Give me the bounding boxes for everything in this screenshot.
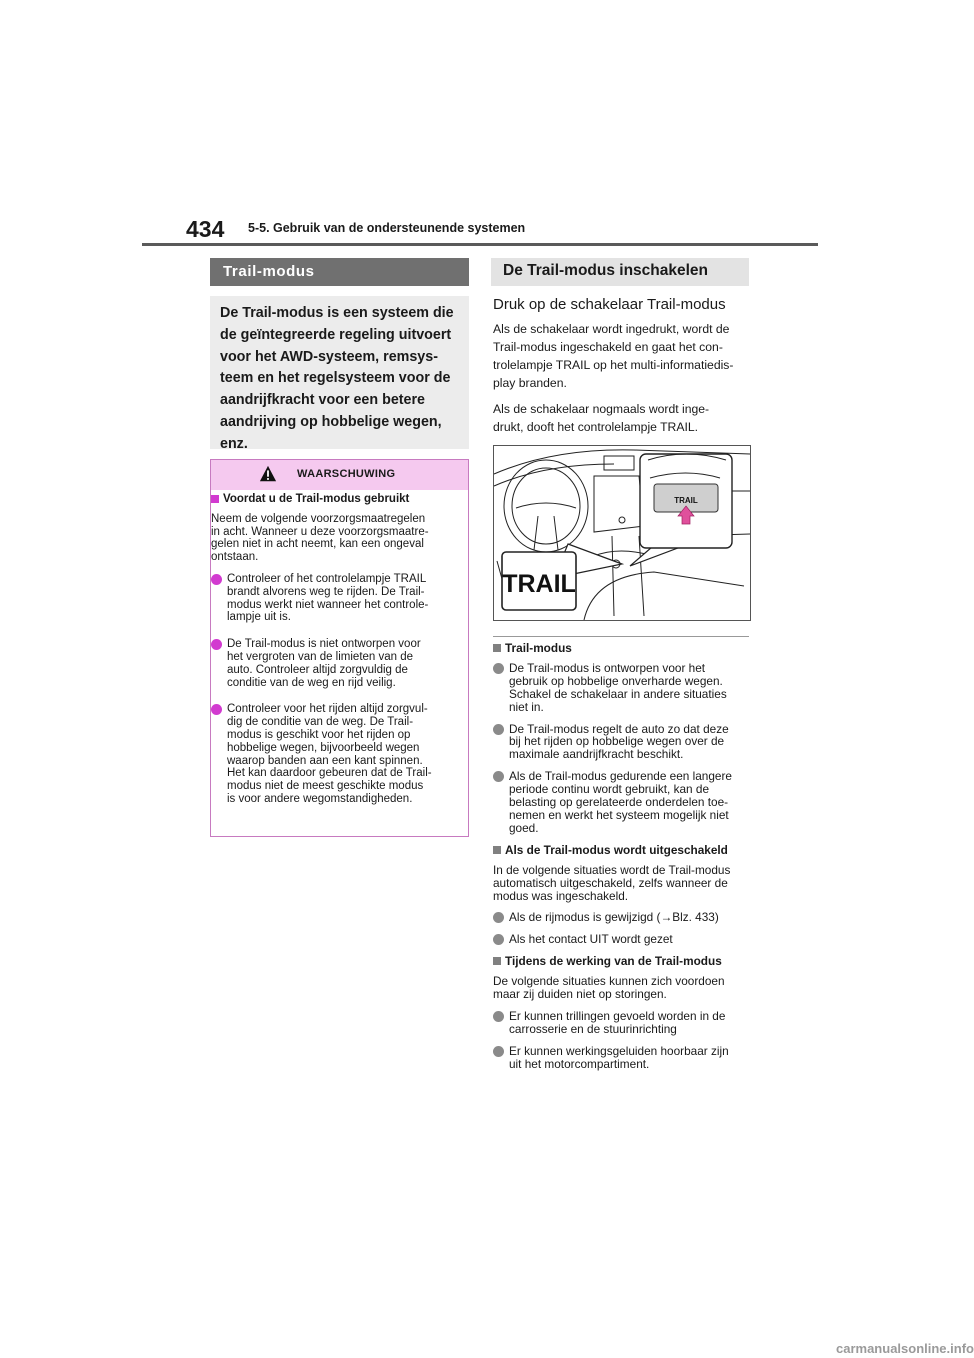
dashboard-illustration (493, 445, 751, 621)
note-bullet: Als het contact UIT wordt gezet (493, 933, 753, 946)
header-divider (142, 243, 818, 246)
notes-heading-3: Tijdens de werking van de Trail-modus (493, 955, 753, 968)
round-bullet-icon (493, 912, 504, 923)
warning-title: WAARSCHUWING (297, 468, 396, 480)
note-bullet: De Trail-modus regelt de auto zo dat deze bij het rijden op hobbelige wegen over de maximale aandrijfkracht beschikt. (493, 723, 753, 762)
trail-big-label: TRAIL (502, 570, 576, 598)
trail-switch-label: TRAIL (674, 496, 698, 505)
round-bullet-icon (493, 771, 504, 782)
warning-bullet: Controleer voor het rijden altijd zorgvul- dig de conditie van de weg. De Trail- modus is geschikt voor het rijden op hobbelige wegen, bijvoorbeeld wegen waarop banden aan een kant spinnen. Het kan daardoor gebeuren dat de Trail- modus niet de meest geschikte modus is voor andere wegomstandigheden. (211, 703, 468, 805)
note-bullet: De Trail-modus is ontworpen voor het gebruik op hobbelige onverharde wegen. Schakel de schakelaar in andere situaties niet in. (493, 662, 753, 714)
notes-paragraph-2: In de volgende situaties wordt de Trail-modus automatisch uitgeschakeld, zelfs wanneer de modus was ingeschakeld. (493, 862, 731, 903)
inschakelen-banner: De Trail-modus inschakelen (491, 258, 749, 286)
paragraph-2: Als de schakelaar nogmaals wordt inge- drukt, dooft het controlelampje TRAIL. (493, 402, 710, 434)
intro-box (210, 296, 469, 452)
notes-heading-1: Trail-modus (493, 642, 753, 655)
square-bullet-icon (211, 495, 219, 503)
note-bullet: Als de rijmodus is gewijzigd (→Blz. 433) (493, 911, 753, 924)
intro-line: enz. (220, 435, 248, 452)
note-bullet: Er kunnen trillingen gevoeld worden in de carrosserie en de stuurinrichting (493, 1010, 753, 1036)
dashboard-drawing (494, 446, 750, 620)
intro-line: aandrijving op hobbelige wegen, (220, 413, 442, 430)
warning-box (210, 459, 469, 837)
notes-section (493, 642, 753, 1080)
page-number: 434 (186, 216, 225, 242)
warning-content (211, 493, 468, 816)
round-bullet-icon (493, 1011, 504, 1022)
instruction-text: Druk op de schakelaar Trail-modus (493, 296, 726, 313)
paragraph-1: Als de schakelaar wordt ingedrukt, wordt de Trail-modus ingeschakeld en gaat het con- trolelampje TRAIL op het multi-informatiedis- play branden. (493, 322, 734, 390)
round-bullet-icon (493, 663, 504, 674)
round-bullet-icon (493, 934, 504, 945)
section-title: 5-5. Gebruik van de ondersteunende systemen (248, 221, 526, 235)
round-bullet-icon (211, 704, 222, 715)
warning-paragraph: Neem de volgende voorzorgsmaatregelen in acht. Wanneer u deze voorzorgsmaatre- gelen niet in acht neemt, kan een ongeval ontstaan. (211, 512, 429, 564)
intro-line: teem en het regelsysteem voor de (220, 370, 451, 387)
round-bullet-icon (211, 574, 222, 585)
warning-bullet: De Trail-modus is niet ontworpen voor het vergroten van de limieten van de auto. Controleer altijd zorgvuldig de conditie van de weg en rijd veilig. (211, 638, 468, 689)
intro-line: voor het AWD-systeem, remsys- (220, 348, 438, 365)
notes-paragraph-3: De volgende situaties kunnen zich voordoen maar zij duiden niet op storingen. (493, 974, 725, 1002)
note-bullet: Als de Trail-modus gedurende een langere periode continu wordt gebruikt, kan de belasting op gerelateerde onderdelen toe- nemen en werkt het systeem mogelijk niet goed. (493, 770, 753, 835)
warning-bullet: Controleer of het controlelampje TRAIL brandt alvorens weg te rijden. De Trail- modus werkt niet wanneer het controle- lampje uit is. (211, 573, 468, 624)
figure-divider (493, 636, 749, 637)
square-bullet-icon (493, 846, 501, 854)
intro-line: aandrijfkracht voor een betere (220, 392, 425, 409)
square-bullet-icon (493, 644, 501, 652)
round-bullet-icon (493, 1046, 504, 1057)
warning-subheading: Voordat u de Trail-modus gebruikt (211, 493, 468, 506)
square-bullet-icon (493, 957, 501, 965)
notes-heading-2: Als de Trail-modus wordt uitgeschakeld (493, 844, 753, 857)
trail-modus-banner: Trail-modus (210, 258, 469, 286)
round-bullet-icon (211, 639, 222, 650)
note-bullet: Er kunnen werkingsgeluiden hoorbaar zijn uit het motorcompartiment. (493, 1045, 753, 1071)
intro-line: de geïntegreerde regeling uitvoert (220, 326, 452, 343)
warning-triangle-icon (259, 465, 277, 483)
intro-line: De Trail-modus is een systeem die (220, 305, 454, 321)
round-bullet-icon (493, 724, 504, 735)
footer-watermark[interactable]: carmanualsonline.info (836, 1341, 974, 1356)
